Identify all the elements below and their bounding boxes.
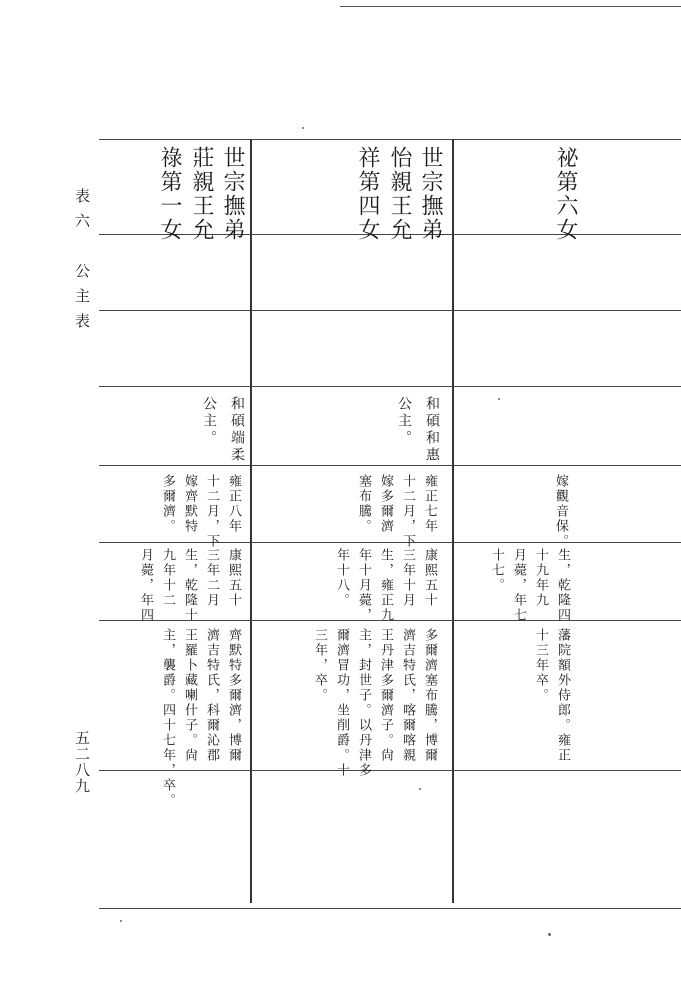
title-text: 公主。 <box>201 396 217 447</box>
birth-text: 生，乾隆四 <box>555 548 570 623</box>
speck <box>419 788 421 790</box>
birth-text: 生，乾隆十 <box>182 548 197 623</box>
marriage-text: 嫁多爾濟 <box>378 474 393 534</box>
marriage-text: 塞布騰。 <box>356 474 371 534</box>
birth-text: 年十八。 <box>334 548 349 608</box>
birth-text: 月薨，年四 <box>138 548 153 623</box>
column-header: 祥第四女 <box>355 146 380 242</box>
title-text: 和碩和惠 <box>424 396 440 464</box>
top-rule <box>340 6 681 7</box>
speck <box>498 398 500 400</box>
birth-text: 三年十月 <box>400 548 415 608</box>
consort-text: 王丹津多爾濟子。尙 <box>378 628 393 763</box>
page-number: 五二八九 <box>73 730 91 794</box>
birth-text: 生，雍正九 <box>378 548 393 623</box>
birth-text: 十七。 <box>489 548 504 593</box>
row-divider <box>99 770 681 771</box>
row-divider <box>99 465 681 466</box>
consort-text: 濟吉特氏，喀爾喀親 <box>400 628 415 763</box>
consort-text: 藩院額外侍郎。雍正 <box>555 628 570 763</box>
table-label: 表六 公主表 <box>73 188 91 338</box>
row-divider <box>99 386 681 387</box>
title-text: 和碩端柔 <box>229 396 245 464</box>
column-divider <box>452 139 454 903</box>
marriage-text: 十二月，下 <box>400 474 415 549</box>
column-header: 怡親王允 <box>387 146 412 242</box>
consort-text: 王羅卜藏喇什子。尙 <box>182 628 197 763</box>
marriage-text: 嫁觀音保。 <box>553 474 568 549</box>
consort-text: 主，封世子。以丹津多 <box>356 628 371 778</box>
birth-text: 康熙五十 <box>226 548 241 608</box>
consort-text: 三年，卒。 <box>312 628 327 703</box>
birth-text: 三年二月 <box>204 548 219 608</box>
birth-text: 九年十二 <box>160 548 175 608</box>
marriage-text: 十二月，下 <box>204 474 219 549</box>
speck <box>120 920 122 922</box>
consort-text: 十三年卒。 <box>533 628 548 703</box>
column-header: 世宗撫弟 <box>418 146 443 242</box>
column-header: 世宗撫弟 <box>220 146 245 242</box>
table-bottom-border <box>99 908 681 909</box>
marriage-text: 雍正七年 <box>422 474 437 534</box>
column-header: 莊親王允 <box>189 146 214 242</box>
speck <box>302 127 304 129</box>
birth-text: 康熙五十 <box>422 548 437 608</box>
consort-text: 濟吉特氏，科爾沁郡 <box>204 628 219 763</box>
consort-text: 多爾濟塞布騰，博爾 <box>422 628 437 763</box>
birth-text: 年十月薨， <box>356 548 371 623</box>
consort-text: 主，襲爵。四十七年，卒。 <box>160 628 175 808</box>
title-text: 公主。 <box>396 396 412 447</box>
birth-text: 十九年九 <box>533 548 548 608</box>
column-header: 祕第六女 <box>553 146 578 242</box>
marriage-text: 多爾濟。 <box>160 474 175 534</box>
column-header: 祿第一女 <box>157 146 182 242</box>
consort-text: 齊默特多爾濟，博爾 <box>226 628 241 763</box>
table-top-border <box>99 139 681 140</box>
row-divider <box>99 542 681 543</box>
speck <box>548 933 551 936</box>
marriage-text: 雍正八年 <box>226 474 241 534</box>
row-divider <box>99 310 681 311</box>
consort-text: 爾濟冒功，坐削爵。十 <box>334 628 349 778</box>
marriage-text: 嫁齊默特 <box>182 474 197 534</box>
column-divider <box>250 139 252 903</box>
birth-text: 月薨，年七 <box>511 548 526 623</box>
